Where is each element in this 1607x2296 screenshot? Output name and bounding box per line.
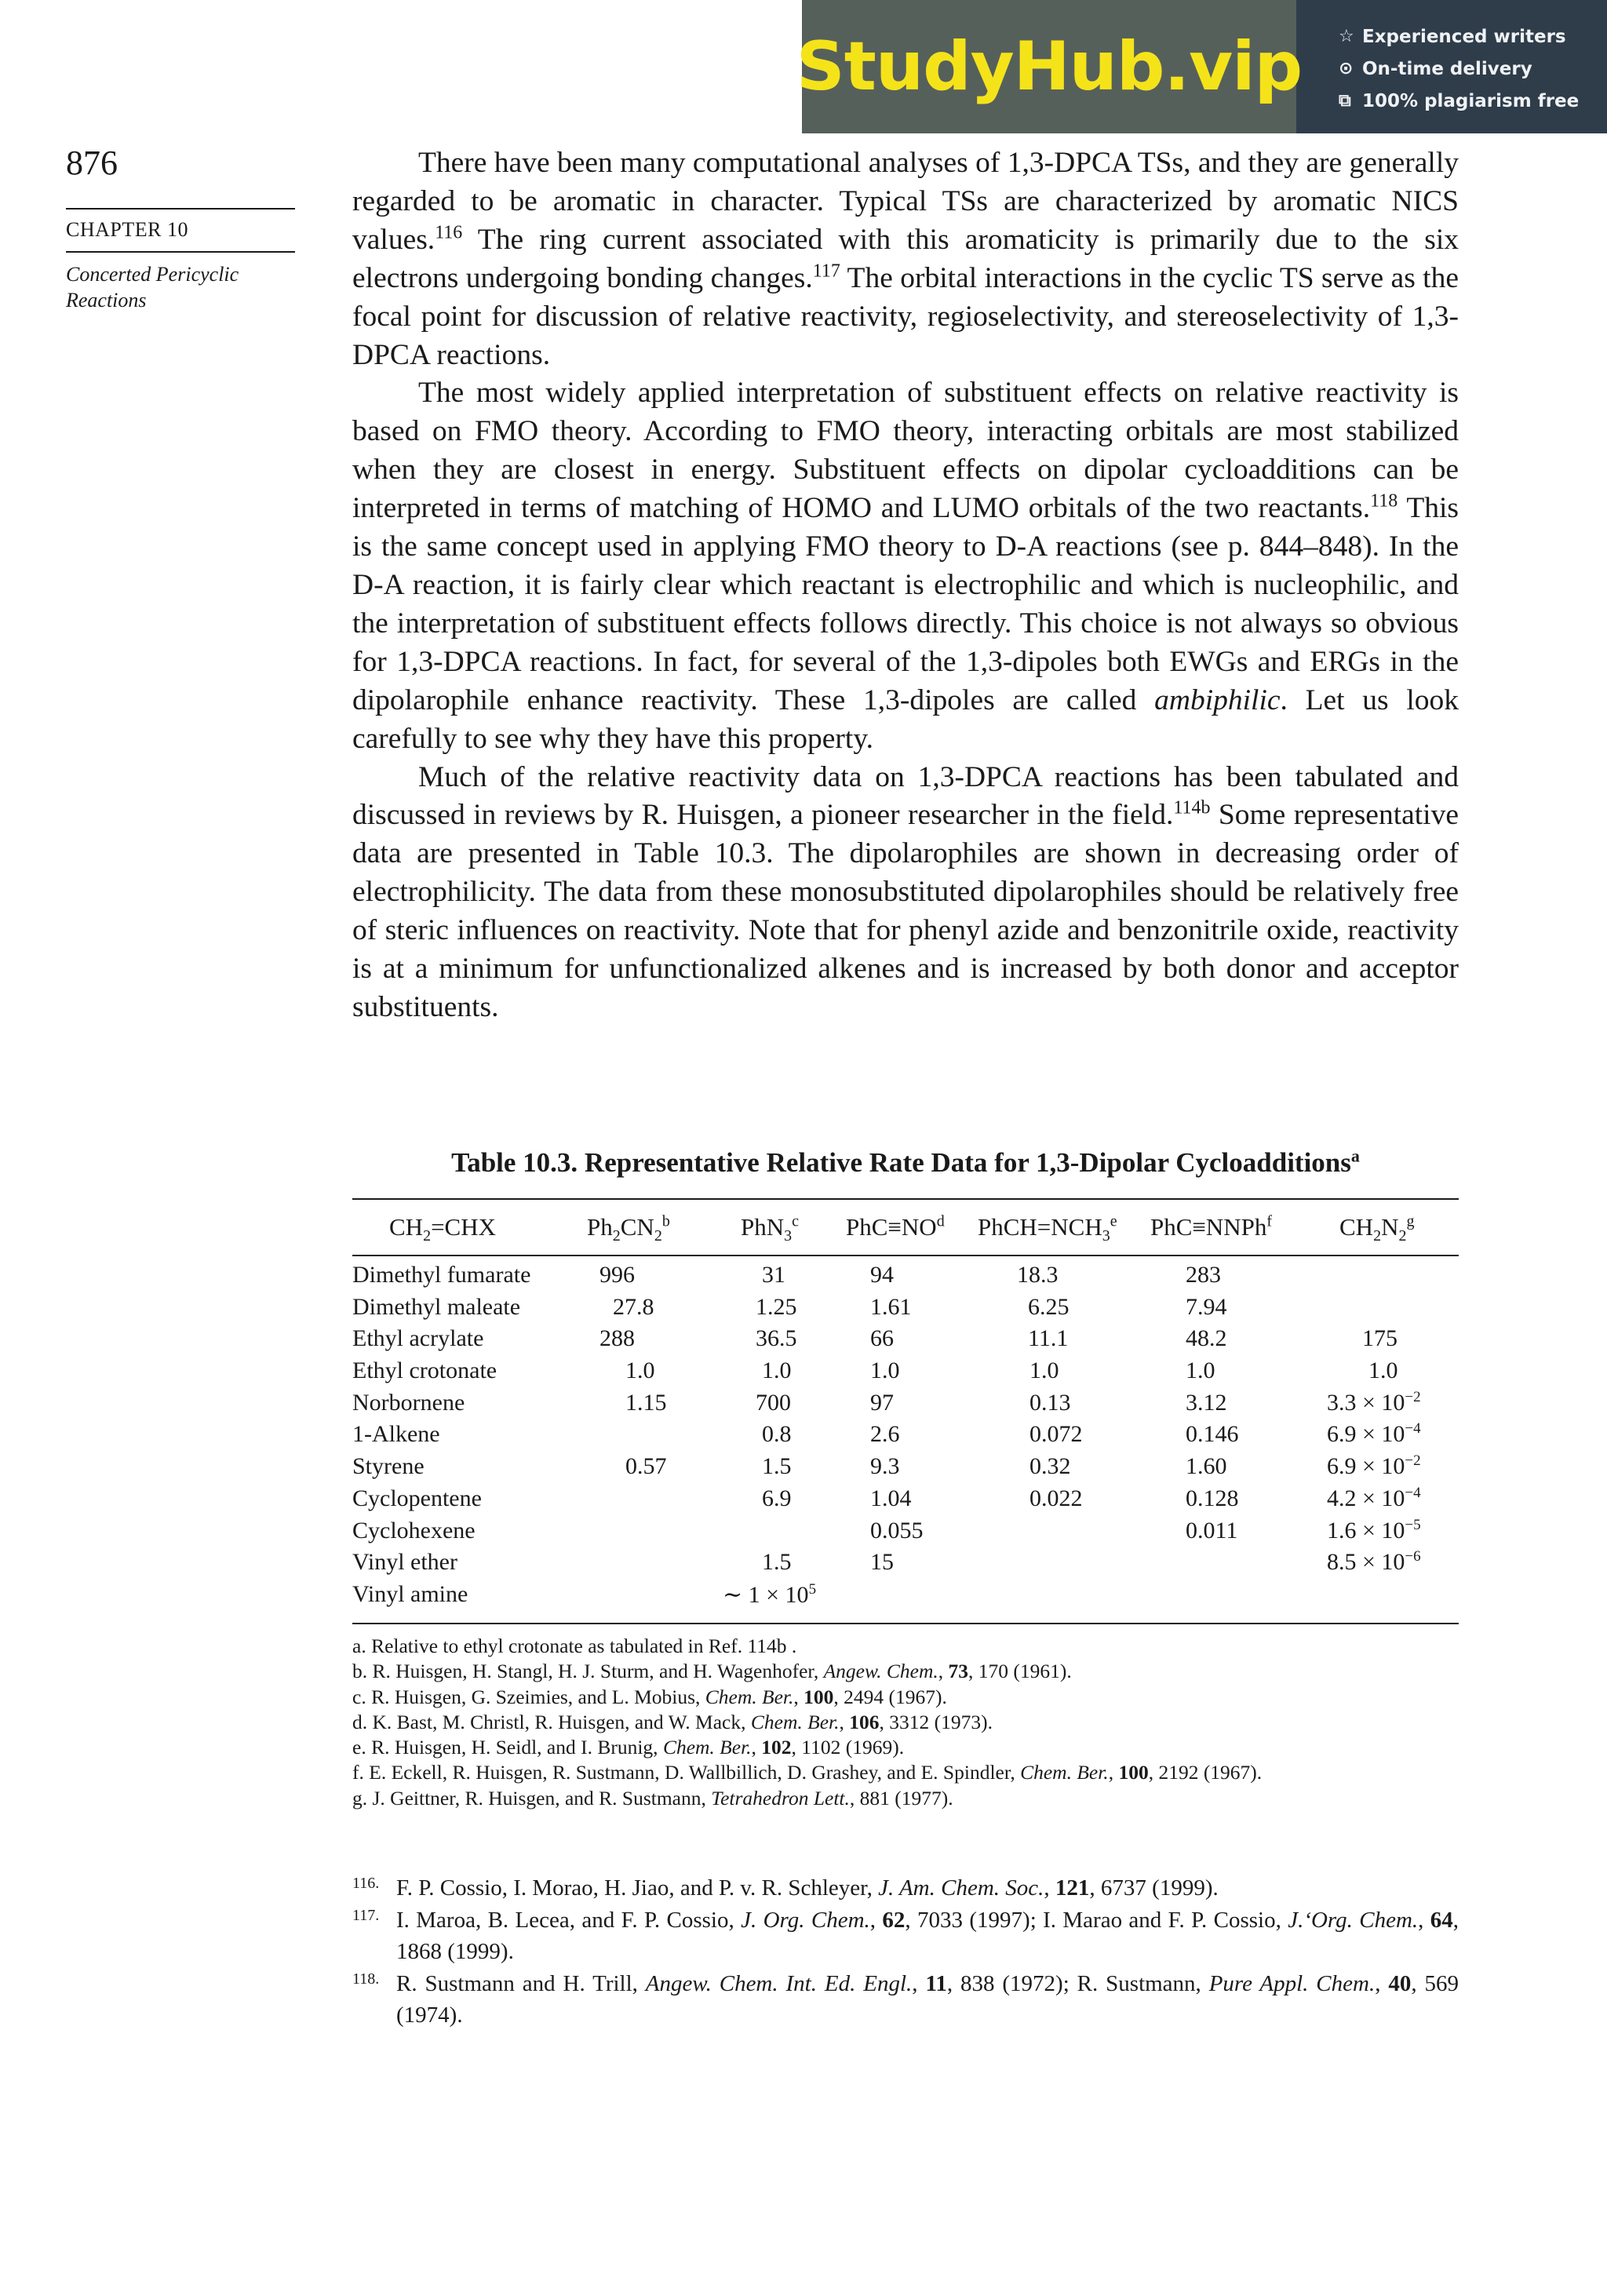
row-label: Dimethyl fumarate — [352, 1262, 531, 1288]
paragraph: The most widely applied interpretation of substituent effects on relative reactivity is based on FMO theory. According to FMO theory, interacting orbitals are most stabilized when they are closest in energy. Substituent effects on dipolar cycloadditions can be interpreted in terms of matching of HOMO and LUMO orbitals of the two reactants.$^{118}$ This is the same concept used in applying FMO theory to D-A reactions (see p. 844–848). In the D-A reaction, it is fairly clear which reactant is electrophilic and which is nucleophilic, and the interpretation of substituent effects follows directly. This choice is not always so obvious for 1,3-DPCA reactions. In fact, for several of the 1,3-dipoles both EWGs and ERGs in the dipolarophile enhance reactivity. These 1,3-dipoles are called ambiphilic. Let us look carefully to see why they have this property. — [352, 377, 1459, 755]
cell: 700 — [756, 1389, 791, 1416]
footnote: 118. R. Sustmann and H. Trill, Angew. Chem. Int. Ed. Engl., 11, 838 (1972); R. Sustmann, Pure Appl. Chem., 40, 569 (1974). — [352, 1968, 1459, 2032]
banner-feature-label: On-time delivery — [1362, 58, 1532, 79]
table-row — [0, 1453, 1607, 1485]
cell: 1.0 — [1368, 1358, 1398, 1384]
table-footnote: a. Relative to ethyl crotonate as tabulated in Ref. 114b . — [352, 1635, 797, 1657]
column-header: $Ph_2CN_2^b$ — [587, 1212, 670, 1245]
paragraph: There have been many computational analyses of 1,3-DPCA TSs, and they are generally regarded to be aromatic in character. Typical TSs are characterized by aromatic NICS values.$^{116}$ The ring current associated with this aromaticity is primarily due to the six electrons undergoing bonding changes.$^{117}$ The orbital interactions in the cyclic TS serve as the focal point for discussion of relative reactivity, regioselectivity, and stereoselectivity of 1,3-DPCA reactions. — [352, 147, 1459, 371]
row-label: Cyclohexene — [352, 1517, 476, 1543]
table-row — [0, 1294, 1607, 1326]
footnote-ref[interactable]: 114b — [1173, 797, 1211, 818]
column-header: PhC≡NNPh$^f$ — [1150, 1212, 1273, 1241]
cell: $1.6 \times 10^{-5}$ — [1327, 1516, 1421, 1543]
cell: 996 — [599, 1262, 635, 1288]
cell: 0.146 — [1186, 1421, 1239, 1448]
footnote-number: 116. — [352, 1875, 380, 1892]
cell: 283 — [1186, 1262, 1221, 1288]
row-label: 1-Alkene — [352, 1421, 440, 1448]
cell: 1.60 — [1186, 1453, 1227, 1480]
margin-rule — [66, 251, 295, 253]
table-row — [0, 1485, 1607, 1518]
cell: 1.15 — [625, 1389, 667, 1416]
cell: 0.32 — [1029, 1453, 1071, 1480]
banner-feature-label: Experienced writers — [1362, 26, 1566, 47]
row-label: Dimethyl maleate — [352, 1293, 521, 1320]
banner-feature — [1339, 53, 1607, 85]
cell: $3.3 \times 10^{-2}$ — [1327, 1388, 1421, 1416]
table-row — [0, 1390, 1607, 1422]
row-label: Vinyl ether — [352, 1549, 457, 1576]
row-label: Ethyl acrylate — [352, 1325, 484, 1352]
chapter-label: CHAPTER 10 — [66, 218, 188, 241]
table-row — [0, 1581, 1607, 1613]
page-footnotes — [352, 1872, 1459, 2032]
table-footnote: c. R. Huisgen, G. Szeimies, and L. Mobius, Chem. Ber., 100, 2494 (1967). — [352, 1685, 947, 1708]
star-icon: ☆ — [1339, 27, 1354, 46]
cell: 31 — [762, 1262, 785, 1288]
ad-banner[interactable] — [796, 0, 1607, 133]
cell: 1.0 — [762, 1358, 792, 1384]
studyhub-logo[interactable]: StudyHub.vip — [802, 0, 1296, 133]
cell: 0.022 — [1029, 1485, 1083, 1511]
table-top-rule — [352, 1198, 1459, 1200]
body-text — [352, 144, 1459, 1027]
paragraph: Much of the relative reactivity data on 1,3-DPCA reactions has been tabulated and discussed in reviews by R. Huisgen, a pioneer researcher in the field.$^{114b}$ Some representative data are presented in Table 10.3. The dipolarophiles are shown in decreasing order of electrophilicity. The data from these monosubstituted dipolarophiles should be relatively free of steric influences on reactivity. Note that for phenyl azide and benzonitrile oxide, reactivity is at a minimum for unfunctionalized alkenes and is increased by both donor and acceptor substituents. — [352, 760, 1459, 1023]
footnote: 117. I. Maroa, B. Lecea, and F. P. Cossio, J. Org. Chem., 62, 7033 (1997); I. Marao and F. P. Cossio, J.‘Org. Chem., 64, 1868 (1999). — [352, 1904, 1459, 1968]
cell: 1.0 — [1186, 1358, 1215, 1384]
table-row — [0, 1325, 1607, 1358]
footnote-ref[interactable]: 117 — [812, 261, 840, 282]
banner-feature-label: 100% plagiarism free — [1362, 90, 1580, 111]
cell: 0.072 — [1029, 1421, 1083, 1448]
cell: ∼ $1 \times 10^5$ — [723, 1580, 817, 1608]
cell: 0.055 — [870, 1517, 924, 1543]
cell: 1.0 — [625, 1358, 655, 1384]
cell: 0.8 — [762, 1421, 792, 1448]
column-header: $PhC\equiv NO^d$ — [846, 1212, 945, 1241]
cell: 175 — [1362, 1325, 1397, 1352]
cell: 1.5 — [762, 1549, 792, 1576]
banner-feature — [1339, 85, 1607, 117]
column-header: PhN$_3^c$ — [741, 1212, 800, 1245]
table-caption: Table 10.3. Representative Relative Rate Data for 1,3-Dipolar Cycloadditions$^a$ — [451, 1146, 1360, 1178]
cell: 0.011 — [1186, 1517, 1238, 1543]
table-footnote: g. J. Geittner, R. Huisgen, and R. Sustmann, Tetrahedron Lett., 881 (1977). — [352, 1786, 953, 1809]
column-header: $CH_2=CHX$ — [389, 1213, 497, 1245]
cell: 7.94 — [1186, 1293, 1227, 1320]
row-label: Ethyl crotonate — [352, 1358, 497, 1384]
cell: 36.5 — [756, 1325, 797, 1352]
cell: 94 — [870, 1262, 894, 1288]
table-row — [0, 1549, 1607, 1581]
table-footnote: b. R. Huisgen, H. Stangl, H. J. Sturm, and H. Wagenhofer, Angew. Chem., 73, 170 (1961). — [352, 1660, 1072, 1683]
row-label: Styrene — [352, 1453, 425, 1480]
copy-icon: ⧉ — [1339, 91, 1351, 111]
cell: 3.12 — [1186, 1389, 1227, 1416]
page-number: 876 — [66, 144, 118, 182]
table-row — [0, 1262, 1607, 1294]
cell: 2.6 — [870, 1421, 900, 1448]
cell: 1.5 — [762, 1453, 792, 1480]
cell: 18.3 — [1017, 1262, 1059, 1288]
table-footnote: e. R. Huisgen, H. Seidl, and I. Brunig, Chem. Ber., 102, 1102 (1969). — [352, 1736, 905, 1759]
footnote-ref[interactable]: 118 — [1370, 490, 1398, 512]
cell: $8.5 \times 10^{-6}$ — [1327, 1548, 1421, 1576]
table-footnote: d. K. Bast, M. Christl, R. Huisgen, and W. Mack, Chem. Ber., 106, 3312 (1973). — [352, 1710, 993, 1733]
cell: 0.128 — [1186, 1485, 1239, 1511]
footnote-number: 118. — [352, 1970, 380, 1988]
column-header: $PhCH=NCH_3^e$ — [978, 1212, 1117, 1245]
cell: 1.25 — [756, 1293, 797, 1320]
table-body — [0, 1262, 1607, 1613]
row-label: Norbornene — [352, 1389, 465, 1416]
cell: 1.04 — [870, 1485, 912, 1511]
footnote-number: 117. — [352, 1906, 380, 1924]
cell: 9.3 — [870, 1453, 900, 1480]
cell: 66 — [870, 1325, 894, 1352]
margin-rule — [66, 208, 295, 210]
table-footnote: f. E. Eckell, R. Huisgen, R. Sustmann, D. Wallbillich, D. Grashey, and E. Spindler, Chem. Ber., 100, 2192 (1967). — [352, 1761, 1263, 1784]
cell: 1.0 — [870, 1358, 900, 1384]
banner-features — [1296, 0, 1607, 133]
row-label: Cyclopentene — [352, 1485, 482, 1511]
row-label: Vinyl amine — [352, 1580, 468, 1607]
cell: 6.9 — [762, 1485, 792, 1511]
cell: $6.9 \times 10^{-4}$ — [1327, 1420, 1421, 1448]
table-bottom-rule — [352, 1623, 1459, 1624]
table-row — [0, 1421, 1607, 1453]
cell: 6.25 — [1028, 1293, 1070, 1320]
chapter-title: Concerted Pericyclic Reactions — [66, 263, 239, 312]
cell: 97 — [870, 1389, 894, 1416]
cell: 27.8 — [613, 1293, 654, 1320]
banner-feature — [1339, 20, 1607, 53]
clock-icon: ⊙ — [1339, 59, 1354, 78]
table-header-rule — [352, 1255, 1459, 1256]
table-footnotes — [352, 1634, 1459, 1811]
cell: 48.2 — [1186, 1325, 1227, 1352]
footnote-ref[interactable]: 116 — [435, 222, 463, 243]
cell: 11.1 — [1028, 1325, 1069, 1352]
cell: 1.61 — [870, 1293, 912, 1320]
cell: $6.9 \times 10^{-2}$ — [1327, 1452, 1421, 1480]
table-row — [0, 1358, 1607, 1390]
cell: 15 — [870, 1549, 894, 1576]
emphasized-term: ambiphilic — [1154, 683, 1281, 716]
table-row — [0, 1518, 1607, 1550]
cell: $4.2 \times 10^{-4}$ — [1327, 1484, 1421, 1511]
cell: 0.13 — [1029, 1389, 1071, 1416]
cell: 1.0 — [1029, 1358, 1059, 1384]
cell: 288 — [599, 1325, 635, 1352]
footnote: 116. F. P. Cossio, I. Morao, H. Jiao, and P. v. R. Schleyer, J. Am. Chem. Soc., 121, 6737 (1999). — [352, 1872, 1459, 1904]
column-header: $CH_2N_2^g$ — [1339, 1212, 1415, 1245]
cell: 0.57 — [625, 1453, 667, 1480]
